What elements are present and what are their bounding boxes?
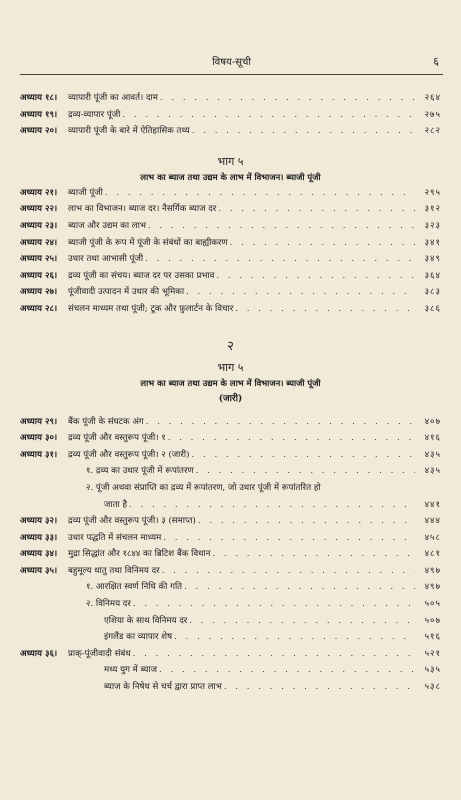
chapter-label: अध्याय २४। — [20, 237, 58, 248]
entry-page: ४४१ — [424, 499, 441, 510]
entry-title: १. आरक्षित स्वर्ण निधि की गति — [86, 582, 183, 593]
entry-title: व्यापारी पूंजी के बारे में ऐतिहासिक तथ्य — [68, 126, 190, 137]
entry-page: ५१६ — [424, 632, 441, 643]
entry-page: ५०७ — [424, 615, 441, 626]
toc-entry — [20, 662, 441, 679]
chapter-label: अध्याय ३३। — [20, 532, 58, 543]
toc-entry-continuation — [20, 497, 441, 514]
chapter-label: अध्याय २२। — [20, 204, 58, 215]
entry-page: ५३८ — [424, 682, 441, 693]
leader-dots — [129, 497, 415, 514]
chapter-label: अध्याय २६। — [20, 270, 58, 281]
entry-page: ३४९ — [424, 254, 441, 265]
leader-dots — [186, 284, 415, 301]
entry-page: २८२ — [424, 126, 441, 137]
entry-title: २. विनिमय दर — [86, 599, 131, 610]
entry-title: इंगलैंड का व्यापार शेष — [104, 632, 173, 643]
entry-page: ४३५ — [424, 466, 441, 477]
toc-entry — [20, 218, 441, 235]
entry-title: २. पूंजी अथवा संप्राप्ति का द्रव्य में रूपांतरण, जो उधार पूंजी में रूपांतरित हो — [86, 482, 321, 493]
entry-title: ब्याजी पूंजी — [68, 187, 103, 198]
entry-title: लाभ का विभाजन। ब्याज दर। नैसर्गिक ब्याज दर — [68, 204, 217, 215]
entry-title: मध्य युग में ब्याज — [104, 665, 157, 676]
chapter-label: अध्याय ३२। — [20, 516, 58, 527]
entry-title: उधार पद्धति में संचलन माध्यम — [68, 532, 162, 543]
entry-title: द्रव्य पूंजी और वस्तुरूप पूंजी। १ — [68, 433, 166, 444]
entry-page: २६४ — [424, 93, 441, 103]
toc-entry — [20, 646, 441, 663]
chapter-label: अध्याय २०। — [20, 126, 58, 137]
leader-dots — [218, 201, 415, 218]
chapter-label: अध्याय १९। — [20, 109, 58, 120]
chapter-label: अध्याय २५। — [20, 254, 58, 265]
entry-title: प्राक्-पूंजीवादी संबंध — [68, 648, 131, 659]
chapter-label: अध्याय ३०। — [20, 433, 58, 444]
entry-page: ३१२ — [424, 204, 441, 215]
page-number: ६ — [433, 55, 439, 68]
entry-page: ४४४ — [424, 516, 441, 527]
leader-dots — [160, 90, 415, 107]
toc-entry — [20, 185, 441, 202]
entry-page: ४९७ — [424, 582, 441, 593]
toc-entry — [20, 201, 441, 218]
toc-entry — [20, 430, 441, 447]
entry-title: द्रव्य पूंजी का संचय। ब्याज दर पर उसका प्रभाव — [68, 270, 215, 281]
toc-entry — [20, 613, 441, 630]
entry-page: ४५८ — [424, 532, 441, 543]
leader-dots — [184, 579, 415, 596]
entry-page: ४१६ — [424, 433, 441, 444]
toc-entry — [20, 530, 441, 547]
entry-title: बैंक पूंजी के संघटक अंग — [68, 416, 144, 427]
leader-dots — [163, 530, 415, 547]
entry-page: ३४१ — [424, 237, 441, 248]
toc-entry — [20, 546, 441, 563]
chapter-label: अध्याय २७। — [20, 287, 58, 298]
leader-dots — [224, 679, 415, 696]
toc-entry — [20, 107, 441, 124]
leader-dots — [145, 251, 415, 268]
entry-page: ४८१ — [424, 549, 441, 560]
leader-dots — [133, 646, 415, 663]
toc-entry — [20, 301, 441, 318]
header-title: विषय-सूची — [212, 57, 251, 68]
entry-title: एशिया के साथ विनिमय दर — [104, 615, 188, 626]
entry-page: ४०७ — [424, 416, 441, 427]
toc-entry — [20, 513, 441, 530]
toc-entry — [20, 480, 441, 497]
entry-title: द्रव्य पूंजी और वस्तुरूप पूंजी। ३ (समाप्त) — [68, 516, 196, 527]
leader-dots — [146, 414, 415, 431]
entry-page: ४३५ — [424, 449, 441, 460]
leader-dots — [105, 185, 415, 202]
entry-page: ५२१ — [424, 648, 441, 659]
leader-dots — [122, 107, 415, 124]
chapter-label: अध्याय २८। — [20, 303, 58, 314]
entry-title: संचलन माध्यम तथा पूंजी; टूक और फ़ुलार्टन के विचार — [68, 303, 234, 314]
top-entries — [20, 90, 441, 140]
entry-page: २९५ — [424, 187, 441, 198]
part1-title: भाग ५ — [217, 154, 244, 168]
volume-number: २ — [227, 338, 234, 354]
leader-dots — [174, 629, 415, 646]
toc-entry — [20, 447, 441, 464]
entry-title: ब्याज और उद्यम का लाभ — [68, 220, 146, 231]
leader-dots — [230, 235, 415, 252]
part2-continued: (जारी) — [218, 393, 243, 404]
leader-dots — [235, 301, 415, 318]
entry-title: जाता है — [104, 499, 128, 510]
part2-title: भाग ५ — [217, 360, 244, 374]
toc-entry — [20, 284, 441, 301]
table-of-contents — [20, 90, 441, 696]
entry-page: ३८३ — [424, 287, 441, 298]
chapter-label: अध्याय २३। — [20, 220, 58, 231]
entry-page: ३८६ — [424, 303, 441, 314]
chapter-label: अध्याय ३६। — [20, 648, 58, 659]
entry-title: पूंजीवादी उत्पादन में उधार की भूमिका — [68, 287, 185, 298]
chapter-label: अध्याय ३४। — [20, 549, 58, 560]
toc-entry — [20, 235, 441, 252]
leader-dots — [168, 430, 415, 447]
entry-title: १. द्रव्य का उधार पूंजी में रूपांतरण — [86, 466, 194, 477]
toc-entry — [20, 90, 441, 107]
toc-entry — [20, 679, 441, 696]
page-header — [20, 54, 443, 72]
chapter-label: अध्याय ३१। — [20, 449, 58, 460]
entry-page: ५०५ — [424, 599, 441, 610]
entry-title: मुद्रा सिद्धांत और १८४४ का ब्रिटिश बैंक विधान — [68, 549, 211, 560]
part2-section-title: लाभ का ब्याज तथा उद्यम के लाभ में विभाजन। ब्याजी पूंजी — [140, 377, 321, 388]
entry-title: द्रव्य पूंजी और वस्तुरूप पूंजी। २ (जारी) — [68, 449, 190, 460]
toc-entry — [20, 251, 441, 268]
entry-page: २७५ — [424, 109, 441, 120]
header-rule — [20, 74, 443, 75]
toc-entry — [20, 563, 441, 580]
chapter-label: अध्याय ३५। — [20, 565, 58, 576]
entry-title: ब्याज के निषेध से चर्च द्वारा प्राप्त लाभ — [104, 682, 222, 693]
part1-section-title: लाभ का ब्याज तथा उद्यम के लाभ में विभाजन। ब्याजी पूंजी — [140, 171, 321, 182]
leader-dots — [196, 463, 415, 480]
toc-entry — [20, 579, 441, 596]
toc-entry — [20, 463, 441, 480]
leader-dots — [192, 123, 415, 140]
part2-entries — [20, 414, 441, 696]
entry-title: उधार तथा आभासी पूंजी — [68, 254, 144, 265]
entry-page: ३२३ — [424, 220, 441, 231]
leader-dots — [162, 563, 415, 580]
leader-dots — [192, 447, 415, 464]
entry-title: ब्याजी पूंजी के रूप में पूंजी के संबंधों का बाह्यीकरण — [68, 237, 228, 248]
toc-entry — [20, 123, 441, 140]
part1-entries — [20, 185, 441, 318]
entry-page: ४९७ — [424, 565, 441, 576]
leader-dots — [148, 218, 415, 235]
leader-dots — [189, 613, 415, 630]
leader-dots — [133, 596, 415, 613]
toc-entry — [20, 268, 441, 285]
entry-title: द्रव्य-व्यापार पूंजी — [68, 109, 121, 120]
entry-title: व्यापारी पूंजी का आवर्त। दाम — [68, 93, 158, 103]
leader-dots — [159, 662, 415, 679]
leader-dots — [216, 268, 415, 285]
chapter-label: अध्याय २१। — [20, 187, 58, 198]
toc-entry — [20, 414, 441, 431]
leader-dots — [212, 546, 415, 563]
toc-entry — [20, 596, 441, 613]
chapter-label: अध्याय १८। — [20, 93, 58, 103]
entry-page: ५३५ — [424, 665, 441, 676]
entry-page: ३६४ — [424, 270, 441, 281]
leader-dots — [198, 513, 415, 530]
entry-title: बहुमूल्य धातु तथा विनिमय दर — [68, 565, 160, 576]
chapter-label: अध्याय २९। — [20, 416, 58, 427]
toc-entry — [20, 629, 441, 646]
